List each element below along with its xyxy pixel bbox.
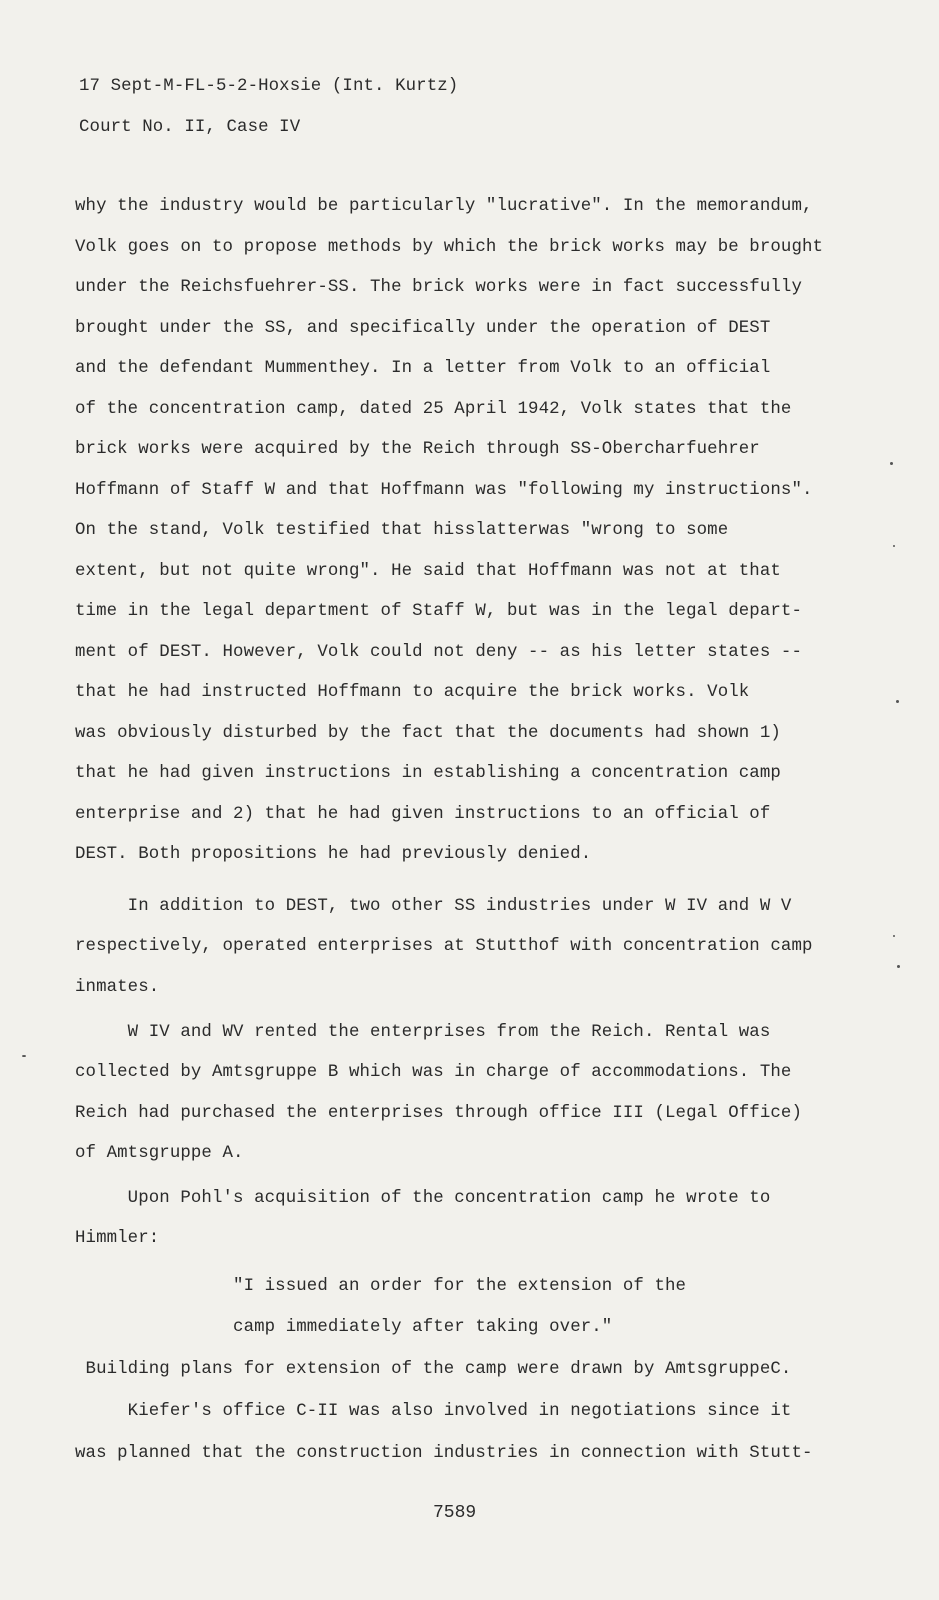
- scan-speck: [890, 462, 893, 465]
- scan-speck: [893, 545, 895, 547]
- scan-speck: [22, 1055, 26, 1057]
- header-line-1: 17 Sept-M-FL-5-2-Hoxsie (Int. Kurtz): [79, 77, 459, 96]
- body-line: brick works were acquired by the Reich through SS-Obercharfuehrer: [75, 440, 760, 459]
- body-line: respectively, operated enterprises at Stutthof with concentration camp: [75, 937, 813, 956]
- body-line: of the concentration camp, dated 25 April 1942, Volk states that the: [75, 400, 792, 419]
- quote-line: camp immediately after taking over.": [75, 1318, 613, 1337]
- body-line: and the defendant Mummenthey. In a letter from Volk to an official: [75, 359, 771, 378]
- body-line: that he had given instructions in establishing a concentration camp: [75, 764, 781, 783]
- body-line: was planned that the construction industries in connection with Stutt-: [75, 1444, 813, 1463]
- body-line: Building plans for extension of the camp were drawn by AmtsgruppeC.: [75, 1360, 792, 1379]
- body-line: Hoffmann of Staff W and that Hoffmann was "following my instructions".: [75, 481, 813, 500]
- body-line: was obviously disturbed by the fact that the documents had shown 1): [75, 724, 781, 743]
- body-line: why the industry would be particularly "lucrative". In the memorandum,: [75, 197, 813, 216]
- scan-speck: [893, 935, 895, 937]
- body-line: ment of DEST. However, Volk could not deny -- as his letter states --: [75, 643, 802, 662]
- body-line: collected by Amtsgruppe B which was in charge of accommodations. The: [75, 1063, 792, 1082]
- body-line: brought under the SS, and specifically under the operation of DEST: [75, 319, 771, 338]
- body-line: time in the legal department of Staff W, but was in the legal depart-: [75, 602, 802, 621]
- body-line: In addition to DEST, two other SS industries under W IV and W V: [75, 897, 792, 916]
- body-line: inmates.: [75, 978, 160, 997]
- body-line: that he had instructed Hoffmann to acquire the brick works. Volk: [75, 683, 750, 702]
- body-line: On the stand, Volk testified that hisslatterwas "wrong to some: [75, 521, 729, 540]
- body-line: extent, but not quite wrong". He said that Hoffmann was not at that: [75, 562, 781, 581]
- body-line: of Amtsgruppe A.: [75, 1144, 244, 1163]
- body-line: W IV and WV rented the enterprises from the Reich. Rental was: [75, 1023, 771, 1042]
- body-line: Reich had purchased the enterprises through office III (Legal Office): [75, 1104, 802, 1123]
- page-number: 7589: [433, 1503, 477, 1523]
- body-line: Volk goes on to propose methods by which the brick works may be brought: [75, 238, 824, 257]
- body-line: enterprise and 2) that he had given instructions to an official of: [75, 805, 771, 824]
- scan-speck: [896, 700, 899, 703]
- quote-line: "I issued an order for the extension of the: [75, 1277, 687, 1296]
- scan-speck: [897, 965, 900, 968]
- body-line: Kiefer's office C-II was also involved in negotiations since it: [75, 1402, 792, 1421]
- body-line: DEST. Both propositions he had previously denied.: [75, 845, 592, 864]
- body-line: Upon Pohl's acquisition of the concentration camp he wrote to: [75, 1189, 771, 1208]
- body-line: under the Reichsfuehrer-SS. The brick works were in fact successfully: [75, 278, 802, 297]
- body-line: Himmler:: [75, 1229, 160, 1248]
- header-line-2: Court No. II, Case IV: [79, 118, 301, 137]
